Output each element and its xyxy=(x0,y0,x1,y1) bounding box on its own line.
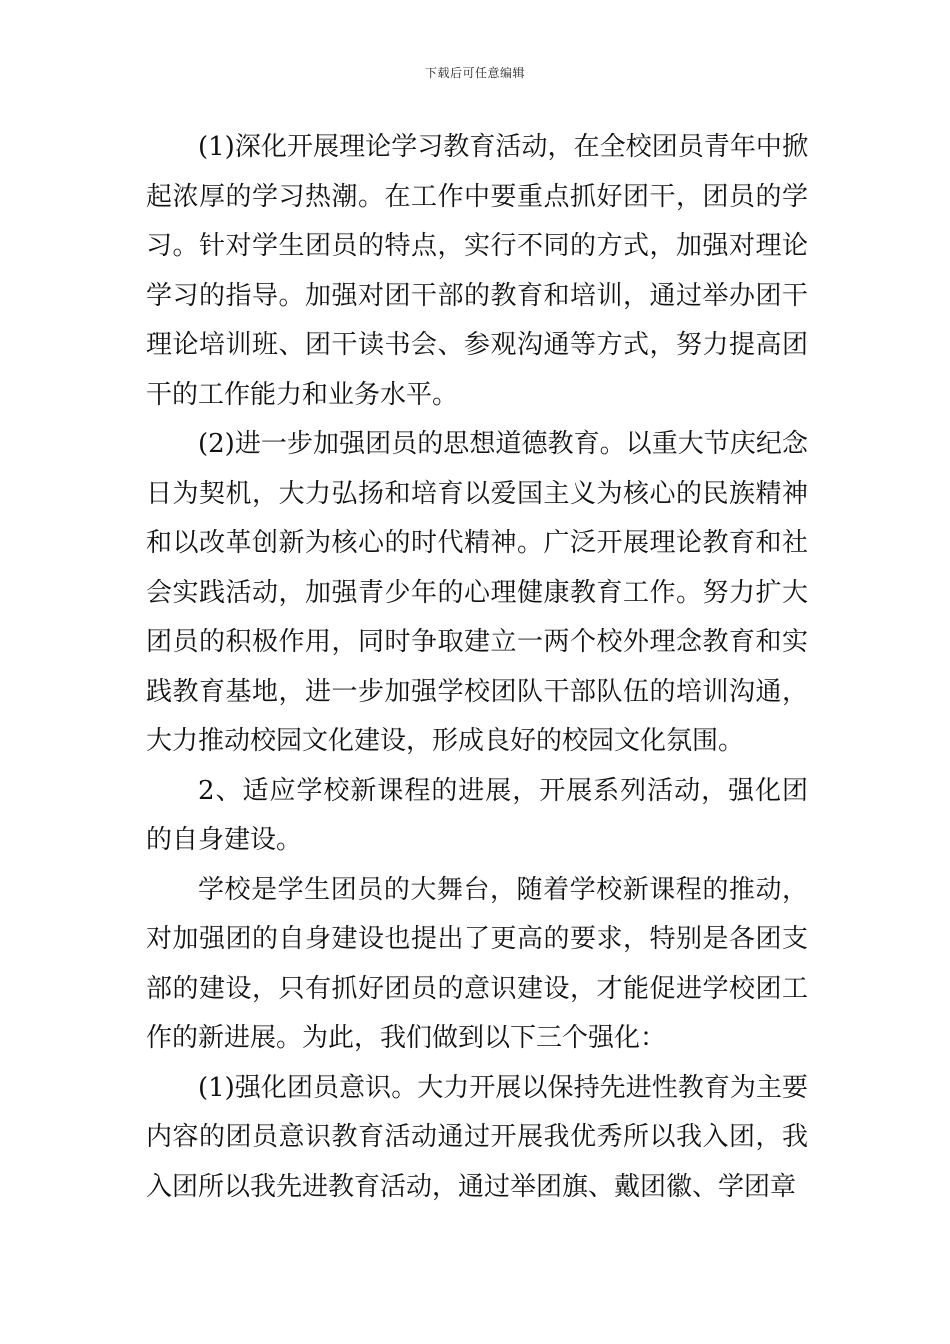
paragraph-4: 学校是学生团员的大舞台，随着学校新课程的推动，对加强团的自身建设也提出了更高的要求，特别是各团支部的建设，只有抓好团员的意识建设，才能促进学校团工作的新进展。为此，我们做到以下三个强化： xyxy=(146,874,808,1053)
paragraph-1: (1)深化开展理论学习教育活动，在全校团员青年中掀起浓厚的学习热潮。在工作中要重点抓好团干，团员的学习。针对学生团员的特点，实行不同的方式，加强对理论学习的指导。加强对团干部的教育和培训，通过举办团干理论培训班、团干读书会、参观沟通等方式，努力提高团干的工作能力和业务水平。 xyxy=(146,132,808,410)
page-header: 下载后可任意编辑 xyxy=(424,66,525,80)
document-body xyxy=(146,123,808,1212)
paragraph-5: (1)强化团员意识。大力开展以保持先进性教育为主要内容的团员意识教育活动通过开展我优秀所以我入团，我入团所以我先进教育活动，通过举团旗、戴团徽、学团章 xyxy=(146,1072,808,1202)
paragraph-2: (2)进一步加强团员的思想道德教育。以重大节庆纪念日为契机，大力弘扬和培育以爱国主义为核心的民族精神和以改革创新为核心的时代精神。广泛开展理论教育和社会实践活动，加强青少年的心理健康教育工作。努力扩大团员的积极作用，同时争取建立一两个校外理念教育和实践教育基地，进一步加强学校团队干部队伍的培训沟通，大力推动校园文化建设，形成良好的校园文化氛围。 xyxy=(146,429,808,756)
paragraph-3: 2、适应学校新课程的进展，开展系列活动，强化团的自身建设。 xyxy=(146,775,808,855)
